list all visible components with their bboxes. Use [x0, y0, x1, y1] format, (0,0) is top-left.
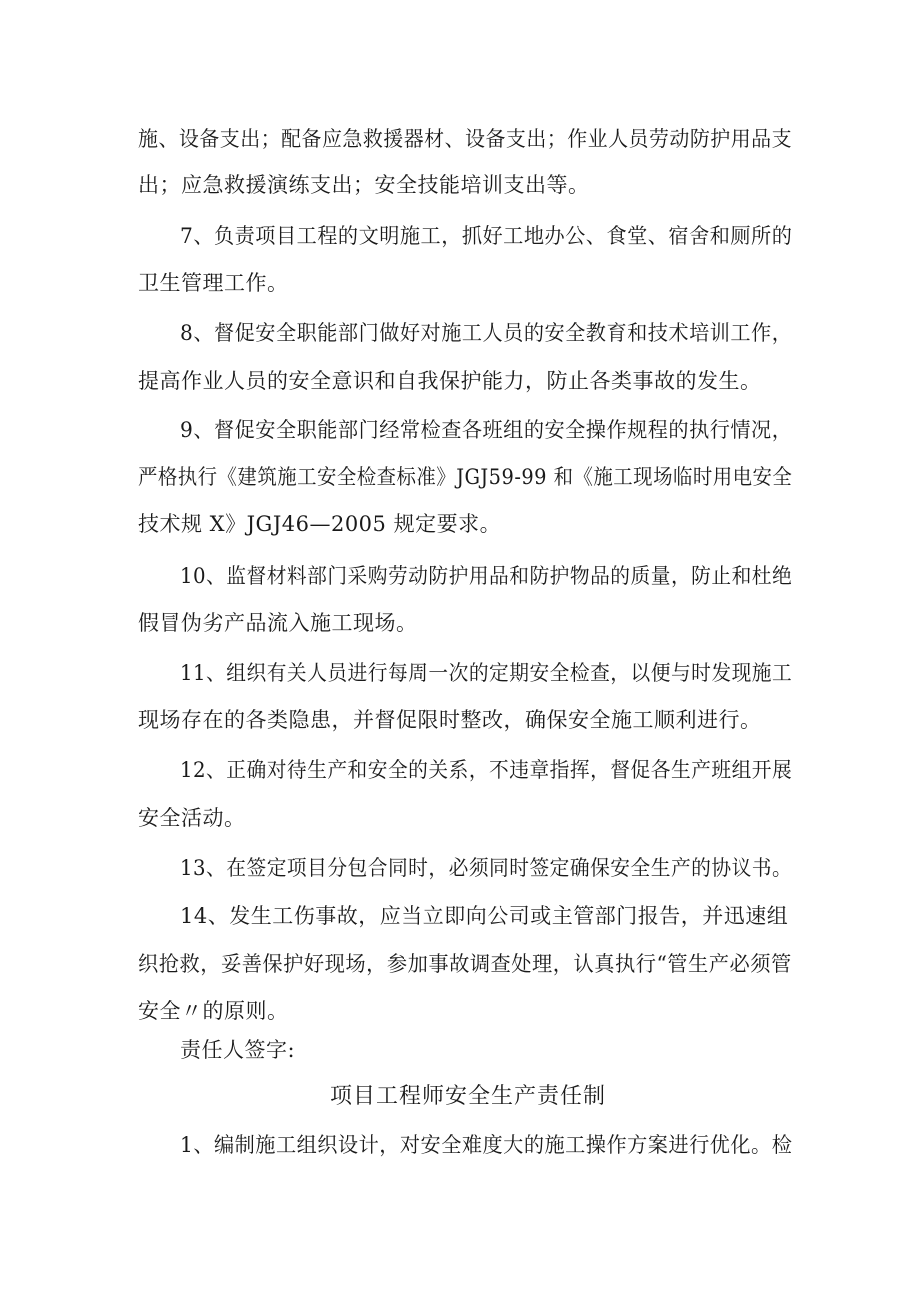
- text-line: 14、发生工伤事故，应当立即向公司或主管部门报告，并迅速组: [180, 904, 789, 928]
- text-line: 12、正确对待生产和安全的关系，不违章指挥，督促各生产班组开展: [180, 758, 793, 782]
- text-line: 8、督促安全职能部门做好对施工人员的安全教育和技术培训工作，: [180, 321, 793, 345]
- text-line: 假冒伪劣产品流入施工现场。: [138, 611, 418, 635]
- text-line: 11、组织有关人员进行每周一次的定期安全检查，以便与时发现施工: [180, 661, 793, 685]
- text-line: 技术规 X》JGJ46—2005 规定要求。: [138, 512, 502, 536]
- text-line: 织抢救，妥善保护好现场，参加事故调查处理，认真执行“管生产必须管: [138, 952, 792, 976]
- text-line: 9、督促安全职能部门经常检查各班组的安全操作规程的执行情况，: [180, 418, 793, 442]
- text-line: 安全〃的原则。: [138, 999, 289, 1023]
- text-line: 卫生管理工作。: [138, 271, 289, 295]
- text-line: 13、在签定项目分包合同时，必须同时签定确保安全生产的协议书。: [180, 856, 793, 880]
- text-line: 1、编制施工组织设计，对安全难度大的施工操作方案进行优化。检: [180, 1133, 793, 1157]
- text-line: 现场存在的各类隐患，并督促限时整改，确保安全施工顺利进行。: [138, 708, 762, 732]
- text-line: 严格执行《建筑施工安全检查标准》JGJ59-99 和《施工现场临时用电安全: [138, 465, 793, 489]
- text-line: 7、负责项目工程的文明施工，抓好工地办公、食堂、宿舍和厕所的: [180, 224, 793, 248]
- text-line: 安全活动。: [138, 806, 246, 830]
- section-title: 项目工程师安全生产责任制: [330, 1084, 607, 1109]
- signature-label: 责任人签字:: [180, 1038, 296, 1062]
- text-line: 出；应急救援演练支出；安全技能培训支出等。: [138, 173, 590, 197]
- text-line: 10、监督材料部门采购劳动防护用品和防护物品的质量，防止和杜绝: [180, 564, 793, 588]
- text-line: 提高作业人员的安全意识和自我保护能力，防止各类事故的发生。: [138, 369, 762, 393]
- text-line: 施、设备支出；配备应急救援器材、设备支出；作业人员劳动防护用品支: [138, 127, 793, 151]
